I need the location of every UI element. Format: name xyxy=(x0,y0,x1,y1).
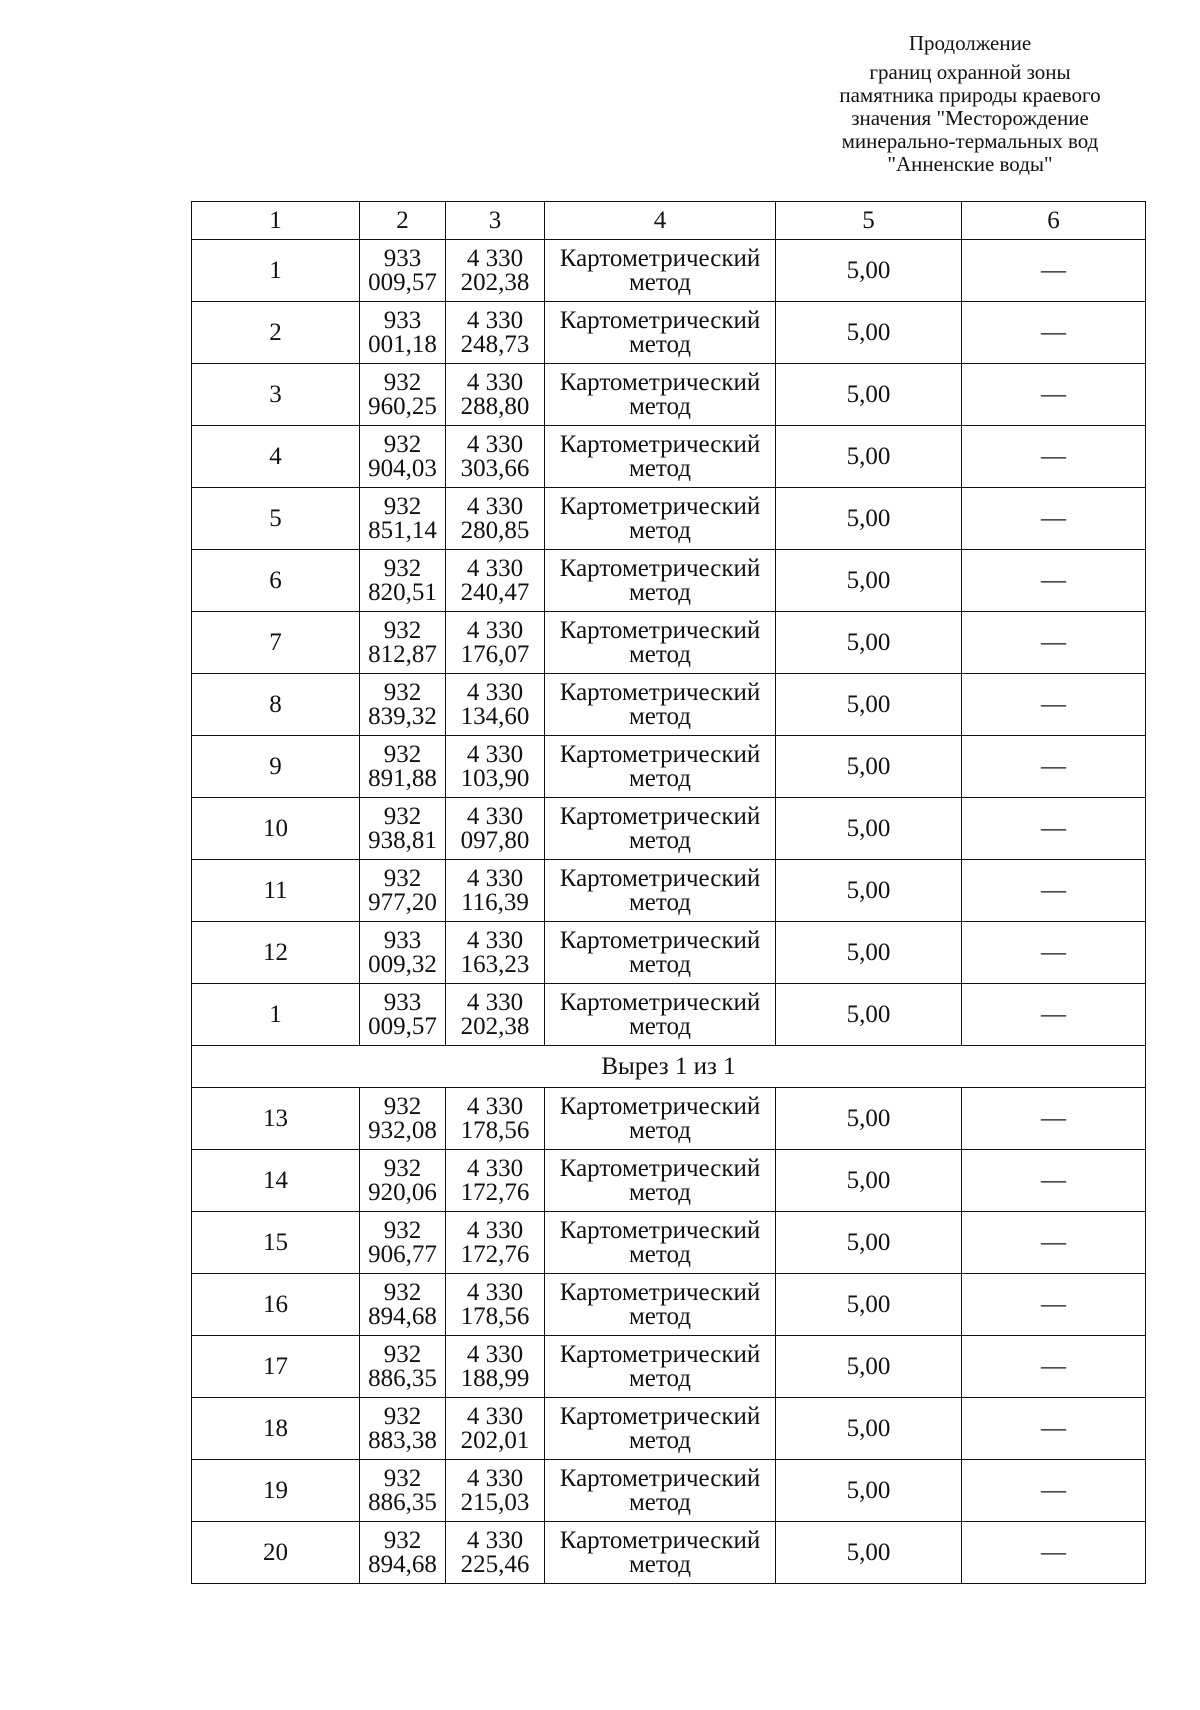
table-row xyxy=(192,922,1146,984)
coord-x-line-2: 820,51 xyxy=(368,578,437,606)
method-line-1: Картометрический xyxy=(559,1154,761,1182)
method-line-2: метод xyxy=(628,1116,691,1144)
coord-y-line-1: 4 330 xyxy=(466,1092,524,1120)
coord-x-line-1: 932 xyxy=(383,1154,422,1182)
coord-y-line-2: 116,39 xyxy=(461,888,529,916)
coord-x xyxy=(360,1088,446,1150)
coord-x-line-2: 904,03 xyxy=(368,454,437,482)
coord-y-line-1: 4 330 xyxy=(466,554,524,582)
coord-y xyxy=(446,736,545,798)
coord-y-line-1: 4 330 xyxy=(466,926,524,954)
method-line-1: Картометрический xyxy=(559,1216,761,1244)
note: — xyxy=(962,798,1146,860)
method-line-2: метод xyxy=(628,1240,691,1268)
coord-x-line-2: 894,68 xyxy=(368,1302,437,1330)
method xyxy=(545,674,776,736)
coord-x xyxy=(360,1274,446,1336)
coord-x xyxy=(360,302,446,364)
coord-y xyxy=(446,798,545,860)
header-line: границ охранной зоны xyxy=(869,60,1071,84)
coord-y xyxy=(446,488,545,550)
coord-x-line-2: 891,88 xyxy=(368,764,437,792)
accuracy: 5,00 xyxy=(776,1212,962,1274)
method xyxy=(545,1398,776,1460)
accuracy: 5,00 xyxy=(776,922,962,984)
table-row xyxy=(192,426,1146,488)
point-number: 12 xyxy=(192,922,360,984)
coord-x-line-2: 009,57 xyxy=(368,1012,437,1040)
coord-x xyxy=(360,488,446,550)
table-row xyxy=(192,1336,1146,1398)
note: — xyxy=(962,1150,1146,1212)
note: — xyxy=(962,550,1146,612)
method xyxy=(545,302,776,364)
coord-y-line-1: 4 330 xyxy=(466,306,524,334)
point-number: 2 xyxy=(192,302,360,364)
coord-y-line-1: 4 330 xyxy=(466,430,524,458)
coord-y-line-2: 176,07 xyxy=(460,640,530,668)
table-row xyxy=(192,1150,1146,1212)
method xyxy=(545,860,776,922)
coord-x xyxy=(360,1212,446,1274)
coord-x xyxy=(360,364,446,426)
coord-x-line-2: 938,81 xyxy=(368,826,437,854)
header-line: минерально-термальных вод xyxy=(841,129,1099,153)
method-line-2: метод xyxy=(628,764,691,792)
method-line-2: метод xyxy=(628,268,691,296)
coordinates-table xyxy=(191,201,1146,1584)
coord-y xyxy=(446,1336,545,1398)
method xyxy=(545,922,776,984)
column-header: 1 xyxy=(192,202,360,240)
column-header: 3 xyxy=(446,202,545,240)
method-line-2: метод xyxy=(628,702,691,730)
coord-x xyxy=(360,426,446,488)
coord-x-line-1: 933 xyxy=(383,244,422,272)
coord-y-line-2: 248,73 xyxy=(460,330,530,358)
method-line-1: Картометрический xyxy=(559,1340,761,1368)
coord-y-line-2: 303,66 xyxy=(460,454,530,482)
accuracy: 5,00 xyxy=(776,612,962,674)
coord-y-line-2: 178,56 xyxy=(460,1302,530,1330)
point-number: 20 xyxy=(192,1522,360,1584)
coord-y xyxy=(446,364,545,426)
accuracy: 5,00 xyxy=(776,1522,962,1584)
point-number: 7 xyxy=(192,612,360,674)
accuracy: 5,00 xyxy=(776,1336,962,1398)
method xyxy=(545,1522,776,1584)
point-number: 9 xyxy=(192,736,360,798)
note: — xyxy=(962,1522,1146,1584)
coord-y-line-2: 240,47 xyxy=(460,578,530,606)
coord-y-line-2: 178,56 xyxy=(460,1116,530,1144)
method-line-1: Картометрический xyxy=(559,1402,761,1430)
coord-x xyxy=(360,1398,446,1460)
point-number: 13 xyxy=(192,1088,360,1150)
accuracy: 5,00 xyxy=(776,674,962,736)
column-header: 6 xyxy=(962,202,1146,240)
coord-x xyxy=(360,1522,446,1584)
coord-y xyxy=(446,426,545,488)
point-number: 5 xyxy=(192,488,360,550)
coord-x-line-2: 894,68 xyxy=(368,1550,437,1578)
coord-x-line-2: 883,38 xyxy=(368,1426,437,1454)
table-row xyxy=(192,302,1146,364)
method-line-1: Картометрический xyxy=(559,988,761,1016)
method xyxy=(545,1088,776,1150)
coord-y-line-2: 202,01 xyxy=(460,1426,530,1454)
method xyxy=(545,488,776,550)
header-line: памятника природы краевого xyxy=(839,83,1101,107)
coord-y-line-1: 4 330 xyxy=(466,1340,524,1368)
note: — xyxy=(962,488,1146,550)
coord-y-line-1: 4 330 xyxy=(466,802,524,830)
coord-x-line-2: 812,87 xyxy=(368,640,437,668)
coord-x-line-2: 886,35 xyxy=(368,1488,437,1516)
method xyxy=(545,612,776,674)
coord-y xyxy=(446,1522,545,1584)
coord-x-line-2: 839,32 xyxy=(368,702,437,730)
note: — xyxy=(962,1398,1146,1460)
table-row xyxy=(192,1274,1146,1336)
coord-x xyxy=(360,922,446,984)
accuracy: 5,00 xyxy=(776,488,962,550)
note: — xyxy=(962,364,1146,426)
point-number: 8 xyxy=(192,674,360,736)
coord-y-line-1: 4 330 xyxy=(466,1278,524,1306)
note: — xyxy=(962,674,1146,736)
coord-x-line-2: 851,14 xyxy=(368,516,437,544)
coord-y-line-1: 4 330 xyxy=(466,988,524,1016)
point-number: 11 xyxy=(192,860,360,922)
coord-x-line-1: 933 xyxy=(383,988,422,1016)
method-line-1: Картометрический xyxy=(559,802,761,830)
coord-y-line-1: 4 330 xyxy=(466,244,524,272)
point-number: 16 xyxy=(192,1274,360,1336)
method-line-1: Картометрический xyxy=(559,1464,761,1492)
table-row xyxy=(192,364,1146,426)
method-line-1: Картометрический xyxy=(559,926,761,954)
method-line-2: метод xyxy=(628,640,691,668)
coord-y xyxy=(446,240,545,302)
table-row xyxy=(192,1398,1146,1460)
accuracy: 5,00 xyxy=(776,1274,962,1336)
point-number: 14 xyxy=(192,1150,360,1212)
point-number: 18 xyxy=(192,1398,360,1460)
coord-x-line-2: 009,57 xyxy=(368,268,437,296)
method-line-2: метод xyxy=(628,1012,691,1040)
coord-x-line-2: 001,18 xyxy=(368,330,437,358)
method xyxy=(545,1274,776,1336)
coord-x xyxy=(360,984,446,1046)
table-row xyxy=(192,612,1146,674)
table-row xyxy=(192,798,1146,860)
coord-x xyxy=(360,240,446,302)
coord-y-line-2: 215,03 xyxy=(460,1488,530,1516)
method-line-2: метод xyxy=(628,516,691,544)
coord-y-line-1: 4 330 xyxy=(466,492,524,520)
method-line-2: метод xyxy=(628,826,691,854)
point-number: 19 xyxy=(192,1460,360,1522)
coord-x-line-1: 932 xyxy=(383,1092,422,1120)
method xyxy=(545,984,776,1046)
method-line-2: метод xyxy=(628,1178,691,1206)
method xyxy=(545,1336,776,1398)
method-line-1: Картометрический xyxy=(559,244,761,272)
coord-x-line-1: 932 xyxy=(383,1216,422,1244)
coord-y-line-2: 103,90 xyxy=(460,764,530,792)
section-label: Вырез 1 из 1 xyxy=(192,1046,1146,1088)
point-number: 4 xyxy=(192,426,360,488)
coord-y-line-1: 4 330 xyxy=(466,1464,524,1492)
coord-x-line-1: 932 xyxy=(383,1464,422,1492)
table-row xyxy=(192,736,1146,798)
coord-y-line-2: 225,46 xyxy=(460,1550,530,1578)
table-row xyxy=(192,240,1146,302)
note: — xyxy=(962,1460,1146,1522)
method xyxy=(545,240,776,302)
point-number: 1 xyxy=(192,240,360,302)
method xyxy=(545,550,776,612)
coord-y xyxy=(446,302,545,364)
coord-y xyxy=(446,612,545,674)
note: — xyxy=(962,612,1146,674)
header-line: "Анненские воды" xyxy=(887,152,1053,176)
coord-y-line-2: 097,80 xyxy=(460,826,530,854)
coord-x xyxy=(360,612,446,674)
accuracy: 5,00 xyxy=(776,1460,962,1522)
table-row xyxy=(192,984,1146,1046)
accuracy: 5,00 xyxy=(776,550,962,612)
table-row xyxy=(192,1522,1146,1584)
coord-x-line-1: 932 xyxy=(383,864,422,892)
coord-x-line-1: 932 xyxy=(383,1526,422,1554)
column-header: 2 xyxy=(360,202,446,240)
method xyxy=(545,1150,776,1212)
coord-x xyxy=(360,1460,446,1522)
point-number: 3 xyxy=(192,364,360,426)
note: — xyxy=(962,1212,1146,1274)
coord-x-line-1: 932 xyxy=(383,554,422,582)
method-line-2: метод xyxy=(628,330,691,358)
method-line-1: Картометрический xyxy=(559,864,761,892)
coord-y xyxy=(446,674,545,736)
method-line-1: Картометрический xyxy=(559,678,761,706)
coord-x-line-1: 932 xyxy=(383,740,422,768)
table-row xyxy=(192,1460,1146,1522)
point-number: 10 xyxy=(192,798,360,860)
coord-x-line-2: 009,32 xyxy=(368,950,437,978)
note: — xyxy=(962,426,1146,488)
method-line-2: метод xyxy=(628,1426,691,1454)
note: — xyxy=(962,984,1146,1046)
coord-y-line-1: 4 330 xyxy=(466,368,524,396)
coord-y-line-1: 4 330 xyxy=(466,740,524,768)
coord-y-line-2: 163,23 xyxy=(460,950,530,978)
accuracy: 5,00 xyxy=(776,426,962,488)
coord-x-line-2: 932,08 xyxy=(368,1116,437,1144)
note: — xyxy=(962,1274,1146,1336)
coord-y-line-2: 202,38 xyxy=(460,1012,530,1040)
point-number: 17 xyxy=(192,1336,360,1398)
coord-y-line-2: 134,60 xyxy=(460,702,530,730)
coord-y xyxy=(446,1150,545,1212)
method-line-1: Картометрический xyxy=(559,430,761,458)
coord-y xyxy=(446,1212,545,1274)
coord-x-line-1: 933 xyxy=(383,306,422,334)
method-line-1: Картометрический xyxy=(559,492,761,520)
coord-x-line-1: 932 xyxy=(383,1278,422,1306)
method-line-1: Картометрический xyxy=(559,1526,761,1554)
coord-x xyxy=(360,550,446,612)
table-body xyxy=(192,240,1146,1584)
coord-x-line-1: 932 xyxy=(383,616,422,644)
coord-y xyxy=(446,860,545,922)
coord-y-line-2: 280,85 xyxy=(460,516,530,544)
point-number: 6 xyxy=(192,550,360,612)
table-row xyxy=(192,860,1146,922)
coord-y-line-2: 172,76 xyxy=(460,1240,530,1268)
method-line-2: метод xyxy=(628,1364,691,1392)
note: — xyxy=(962,736,1146,798)
method-line-1: Картометрический xyxy=(559,1092,761,1120)
table-row xyxy=(192,1088,1146,1150)
coord-x-line-1: 932 xyxy=(383,678,422,706)
coord-y-line-1: 4 330 xyxy=(466,678,524,706)
method-line-2: метод xyxy=(628,392,691,420)
method-line-2: метод xyxy=(628,1302,691,1330)
coord-y-line-1: 4 330 xyxy=(466,1216,524,1244)
coord-x xyxy=(360,736,446,798)
coord-y-line-1: 4 330 xyxy=(466,616,524,644)
table-row xyxy=(192,674,1146,736)
coord-x-line-1: 932 xyxy=(383,492,422,520)
accuracy: 5,00 xyxy=(776,1088,962,1150)
method-line-2: метод xyxy=(628,1550,691,1578)
accuracy: 5,00 xyxy=(776,364,962,426)
accuracy: 5,00 xyxy=(776,860,962,922)
coord-y xyxy=(446,1088,545,1150)
note: — xyxy=(962,240,1146,302)
table-header-row xyxy=(192,202,1146,240)
note: — xyxy=(962,1088,1146,1150)
accuracy: 5,00 xyxy=(776,1398,962,1460)
coord-y-line-1: 4 330 xyxy=(466,1402,524,1430)
accuracy: 5,00 xyxy=(776,240,962,302)
coord-y-line-2: 288,80 xyxy=(460,392,530,420)
coord-y-line-1: 4 330 xyxy=(466,1154,524,1182)
header-line: значения "Месторождение xyxy=(851,106,1089,130)
coord-y xyxy=(446,550,545,612)
coord-x-line-1: 932 xyxy=(383,1402,422,1430)
coord-x xyxy=(360,1336,446,1398)
note: — xyxy=(962,1336,1146,1398)
point-number: 1 xyxy=(192,984,360,1046)
coord-y-line-1: 4 330 xyxy=(466,864,524,892)
table-row xyxy=(192,1212,1146,1274)
method xyxy=(545,1460,776,1522)
point-number: 15 xyxy=(192,1212,360,1274)
column-header: 4 xyxy=(545,202,776,240)
method-line-1: Картометрический xyxy=(559,616,761,644)
coord-y xyxy=(446,984,545,1046)
coord-x xyxy=(360,860,446,922)
accuracy: 5,00 xyxy=(776,1150,962,1212)
coord-y xyxy=(446,1460,545,1522)
coord-x-line-1: 933 xyxy=(383,926,422,954)
document-header xyxy=(770,32,1170,176)
coord-y-line-2: 202,38 xyxy=(460,268,530,296)
method-line-2: метод xyxy=(628,578,691,606)
coord-x xyxy=(360,674,446,736)
method-line-1: Картометрический xyxy=(559,306,761,334)
method-line-1: Картометрический xyxy=(559,1278,761,1306)
accuracy: 5,00 xyxy=(776,984,962,1046)
method-line-1: Картометрический xyxy=(559,740,761,768)
coord-x xyxy=(360,1150,446,1212)
accuracy: 5,00 xyxy=(776,302,962,364)
method xyxy=(545,798,776,860)
coord-x-line-1: 932 xyxy=(383,368,422,396)
method xyxy=(545,364,776,426)
method-line-2: метод xyxy=(628,1488,691,1516)
coord-y xyxy=(446,922,545,984)
coord-y-line-1: 4 330 xyxy=(466,1526,524,1554)
method xyxy=(545,1212,776,1274)
coord-x-line-2: 886,35 xyxy=(368,1364,437,1392)
method-line-2: метод xyxy=(628,454,691,482)
note: — xyxy=(962,302,1146,364)
header-continuation: Продолжение xyxy=(908,31,1032,55)
column-header: 5 xyxy=(776,202,962,240)
section-row xyxy=(192,1046,1146,1088)
coord-y-line-2: 172,76 xyxy=(460,1178,530,1206)
method-line-2: метод xyxy=(628,950,691,978)
coord-x-line-2: 977,20 xyxy=(368,888,437,916)
coord-x-line-1: 932 xyxy=(383,430,422,458)
accuracy: 5,00 xyxy=(776,736,962,798)
coord-x xyxy=(360,798,446,860)
coord-y xyxy=(446,1398,545,1460)
table-row xyxy=(192,550,1146,612)
coord-x-line-1: 932 xyxy=(383,802,422,830)
coord-x-line-2: 960,25 xyxy=(368,392,437,420)
coord-x-line-1: 932 xyxy=(383,1340,422,1368)
note: — xyxy=(962,860,1146,922)
method xyxy=(545,426,776,488)
accuracy: 5,00 xyxy=(776,798,962,860)
coord-y xyxy=(446,1274,545,1336)
coord-y-line-2: 188,99 xyxy=(460,1364,530,1392)
note: — xyxy=(962,922,1146,984)
method xyxy=(545,736,776,798)
method-line-1: Картометрический xyxy=(559,368,761,396)
coord-x-line-2: 906,77 xyxy=(368,1240,437,1268)
coord-x-line-2: 920,06 xyxy=(368,1178,437,1206)
method-line-2: метод xyxy=(628,888,691,916)
method-line-1: Картометрический xyxy=(559,554,761,582)
table-row xyxy=(192,488,1146,550)
